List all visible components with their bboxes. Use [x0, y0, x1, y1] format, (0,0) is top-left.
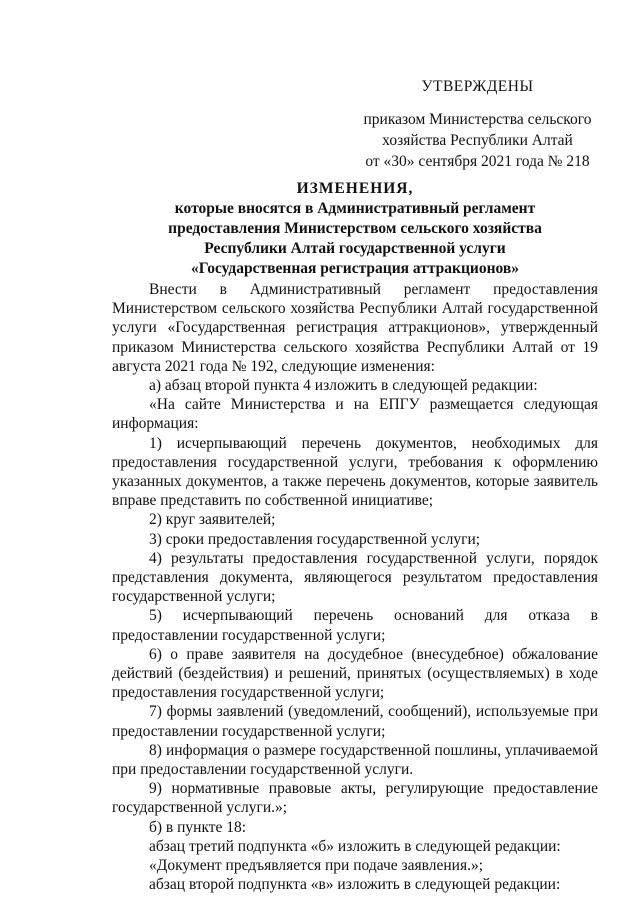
- title-line: предоставления Министерством сельского хозяйства: [168, 220, 542, 237]
- body-paragraph: а) абзац второй пункта 4 изложить в следующей редакции:: [149, 377, 538, 395]
- body-paragraph: 9) нормативные правовые акты, регулирующие предоставление государственной услуги.»;: [112, 780, 598, 817]
- body-paragraph: 2) круг заявителей;: [149, 511, 276, 529]
- body-paragraph: 5) исчерпывающий перечень оснований для отказа в предоставлении государственной услуги;: [112, 607, 598, 644]
- body-paragraph: Внести в Административный регламент предоставления Министерством сельского хозяйства Республики Алтай государственной услуги «Государственная регистрация аттракционов», утвержденный приказом Министерства сельского хозяйства Республики Алтай от 19 августа 2021 года № 192, следующие изменения:: [112, 281, 598, 375]
- body-paragraph: абзац третий подпункта «б» изложить в следующей редакции:: [149, 837, 561, 855]
- body-paragraph: 4) результаты предоставления государственной услуги, порядок представления документа, являющегося результатом предоставления государственной услуги;: [112, 549, 598, 606]
- body-paragraph: б) в пункте 18:: [149, 818, 247, 836]
- body-paragraph: 6) о праве заявителя на досудебное (внесудебное) обжалование действий (бездействия) и решений, принятых (осуществляемых) в ходе предоставления государственной услуги;: [112, 645, 598, 702]
- body-paragraph: «Документ предъявляется при подаче заявления.»;: [149, 857, 484, 875]
- body-paragraph: 8) информация о размере государственной пошлины, уплачиваемой при предоставлении государственной услуги.: [112, 741, 598, 779]
- document-body: [112, 280, 598, 895]
- body-paragraph: 1) исчерпывающий перечень документов, необходимых для предоставления государственной услуги, требования к оформлению указанных документов, а также перечень документов, которые заявитель вправе представить по собственной инициативе;: [112, 434, 598, 510]
- title-line: Республики Алтай государственной услуги: [204, 240, 506, 257]
- approval-line: хозяйства Республики Алтай: [382, 132, 573, 149]
- body-paragraph: 7) формы заявлений (уведомлений, сообщений), используемые при предоставлении государственной услуги;: [112, 703, 598, 740]
- title-line: которые вносятся в Административный регламент: [174, 200, 536, 217]
- title-line: «Государственная регистрация аттракционов»: [190, 260, 519, 277]
- approval-line: от «30» сентября 2021 года № 218: [365, 153, 590, 170]
- approval-stamp: [360, 76, 595, 172]
- title-main: ИЗМЕНЕНИЯ,: [296, 180, 414, 197]
- approval-line: приказом Министерства сельского: [363, 111, 592, 128]
- approval-heading: УТВЕРЖДЕНЫ: [421, 78, 534, 95]
- document-title: [112, 179, 598, 279]
- body-paragraph: 3) сроки предоставления государственной услуги;: [149, 530, 481, 548]
- body-paragraph: абзац второй подпункта «в» изложить в следующей редакции:: [149, 876, 561, 894]
- body-paragraph: «На сайте Министерства и на ЕПГУ размещается следующая информация:: [112, 396, 598, 433]
